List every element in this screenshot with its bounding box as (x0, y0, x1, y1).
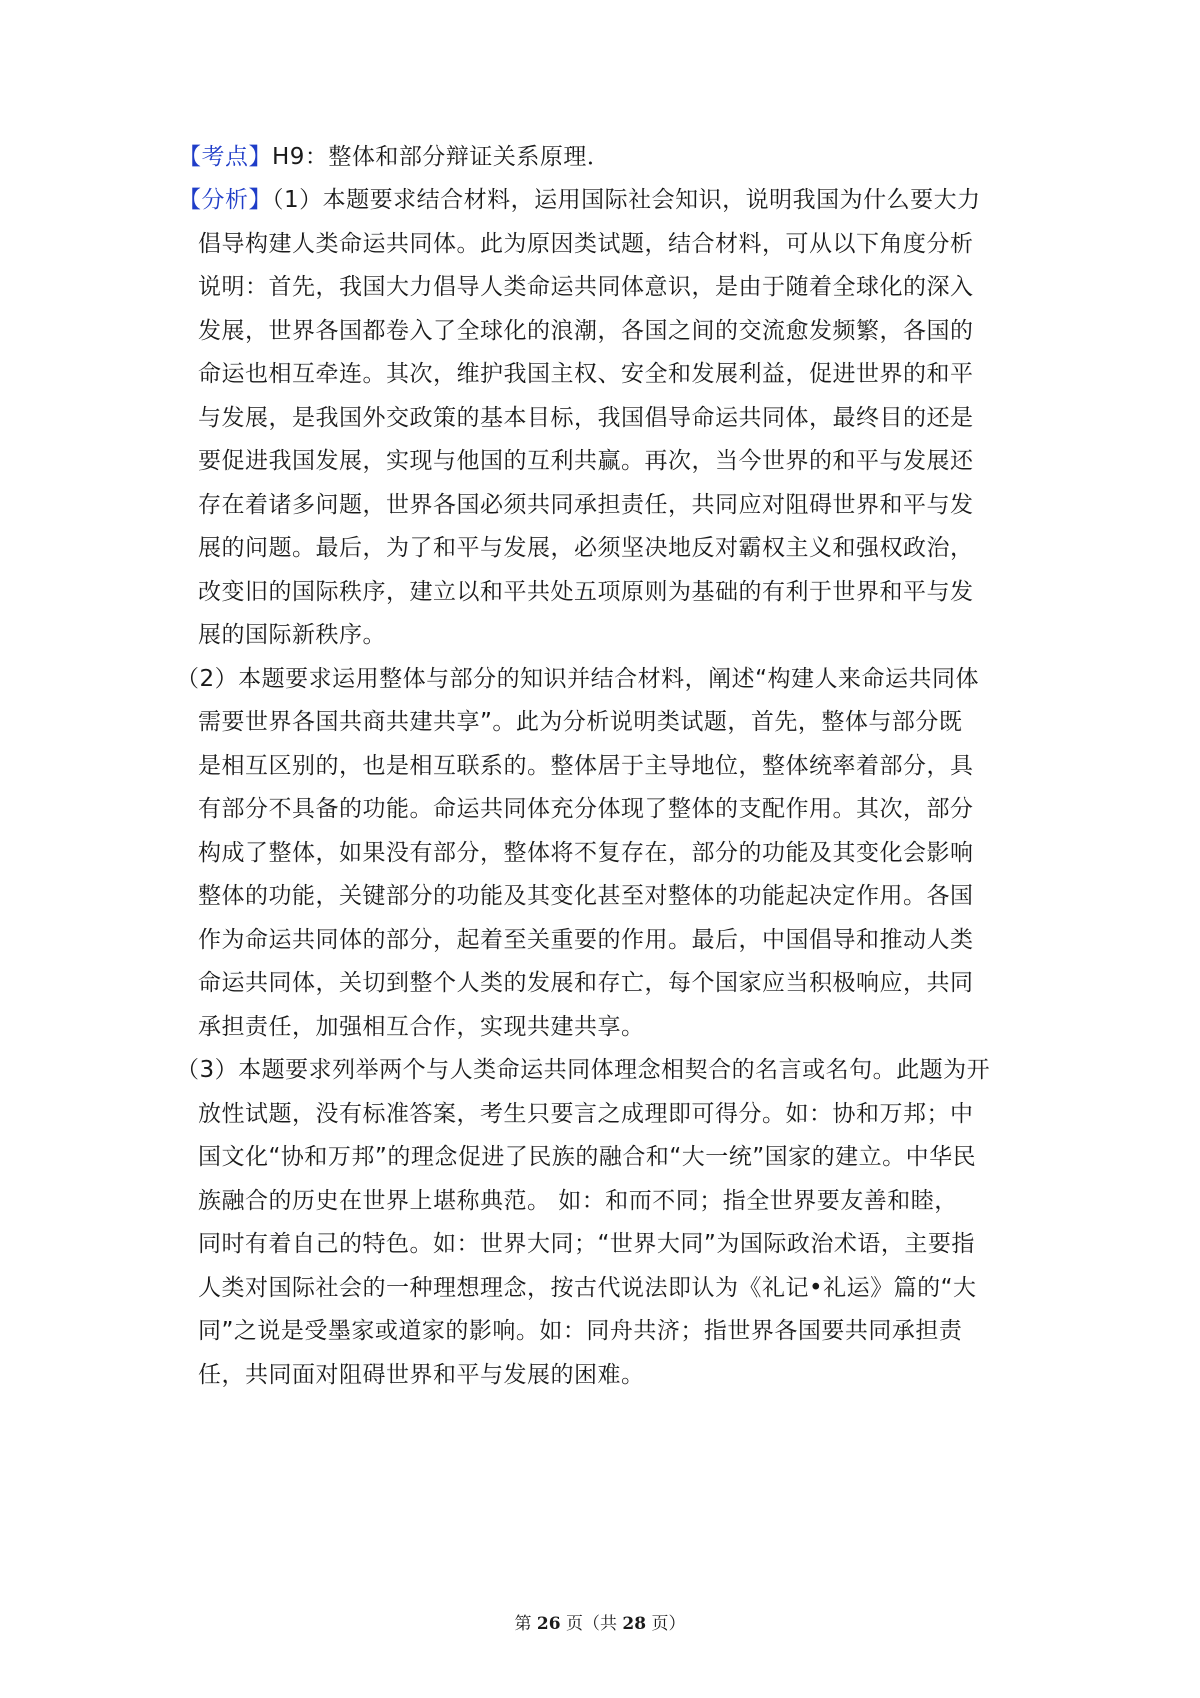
footer-suffix: 页） (651, 1614, 686, 1634)
fenxi-text-line: 展的问题。最后，为了和平与发展，必须坚决地反对霸权主义和强权政治， (198, 535, 974, 561)
footer-middle: 页（共 (566, 1614, 617, 1634)
part2-text-line: （2）本题要求运用整体与部分的知识并结合材料，阐述“构建人来命运共同体 (176, 666, 980, 692)
fenxi-text-line: 与发展，是我国外交政策的基本目标，我国倡导命运共同体，最终目的还是 (198, 405, 974, 431)
part3-text-line: 人类对国际社会的一种理想理念，按古代说法即认为《礼记•礼运》篇的“大 (198, 1275, 977, 1301)
part2-text-line: 需要世界各国共商共建共享”。此为分析说明类试题，首先，整体与部分既 (198, 709, 963, 735)
part2-text-line: 命运共同体，关切到整个人类的发展和存亡，每个国家应当积极响应，共同 (198, 970, 974, 996)
fenxi-text-line: 发展，世界各国都卷入了全球化的浪潮，各国之间的交流愈发频繁，各国的 (198, 318, 974, 344)
kaodian-tag: 【考点】 (178, 144, 272, 170)
fenxi-text-line: 说明：首先，我国大力倡导人类命运共同体意识，是由于随着全球化的深入 (198, 274, 974, 300)
part2-text-line: 整体的功能，关键部分的功能及其变化甚至对整体的功能起决定作用。各国 (198, 883, 974, 909)
part3-text-line: 同”之说是受墨家或道家的影响。如：同舟共济；指世界各国要共同承担责 (198, 1318, 963, 1344)
part3-text-line: 国文化“协和万邦”的理念促进了民族的融合和“大一统”国家的建立。中华民 (198, 1144, 977, 1170)
fenxi-line-0 (178, 185, 981, 215)
current-page-number: 26 (536, 1614, 561, 1634)
fenxi-text-line: 要促进我国发展，实现与他国的互利共赢。再次，当今世界的和平与发展还 (198, 448, 974, 474)
kaodian-line (178, 142, 610, 172)
part3-text-line: 同时有着自己的特色。如：世界大同；“世界大同”为国际政治术语，主要指 (198, 1231, 975, 1257)
part2-text-line: 承担责任，加强相互合作，实现共建共享。 (198, 1014, 645, 1040)
part2-text-line: 是相互区别的，也是相互联系的。整体居于主导地位，整体统率着部分，具 (198, 753, 974, 779)
part2-text-line: 作为命运共同体的部分，起着至关重要的作用。最后，中国倡导和推动人类 (198, 927, 974, 953)
part2-text-line: 有部分不具备的功能。命运共同体充分体现了整体的支配作用。其次，部分 (198, 796, 974, 822)
fenxi-text-line: （1）本题要求结合材料，运用国际社会知识，说明我国为什么要大力 (272, 187, 981, 213)
part3-text-line: 任，共同面对阻碍世界和平与发展的困难。 (198, 1362, 645, 1388)
fenxi-text-line: 存在着诸多问题，世界各国必须共同承担责任，共同应对阻碍世界和平与发 (198, 492, 974, 518)
part3-text-line: 族融合的历史在世界上堪称典范。 如：和而不同；指全世界要友善和睦， (198, 1188, 958, 1214)
fenxi-text-line: 展的国际新秩序。 (198, 622, 386, 648)
part2-text-line: 构成了整体，如果没有部分，整体将不复存在，部分的功能及其变化会影响 (198, 840, 974, 866)
part3-text-line: （3）本题要求列举两个与人类命运共同体理念相契合的名言或名句。此题为开 (176, 1057, 991, 1083)
footer-prefix: 第 (514, 1614, 532, 1634)
fenxi-text-line: 改变旧的国际秩序，建立以和平共处五项原则为基础的有利于世界和平与发 (198, 579, 974, 605)
fenxi-text-line: 倡导构建人类命运共同体。此为原因类试题，结合材料，可从以下角度分析 (198, 231, 974, 257)
page-number-footer (0, 1613, 1200, 1635)
fenxi-text-line: 命运也相互牵连。其次，维护我国主权、安全和发展利益，促进世界的和平 (198, 361, 974, 387)
fenxi-tag: 【分析】 (178, 187, 272, 213)
part3-text-line: 放性试题，没有标准答案，考生只要言之成理即可得分。如：协和万邦；中 (198, 1101, 974, 1127)
total-pages-number: 28 (622, 1614, 647, 1634)
kaodian-text: H9：整体和部分辩证关系原理． (272, 144, 611, 170)
